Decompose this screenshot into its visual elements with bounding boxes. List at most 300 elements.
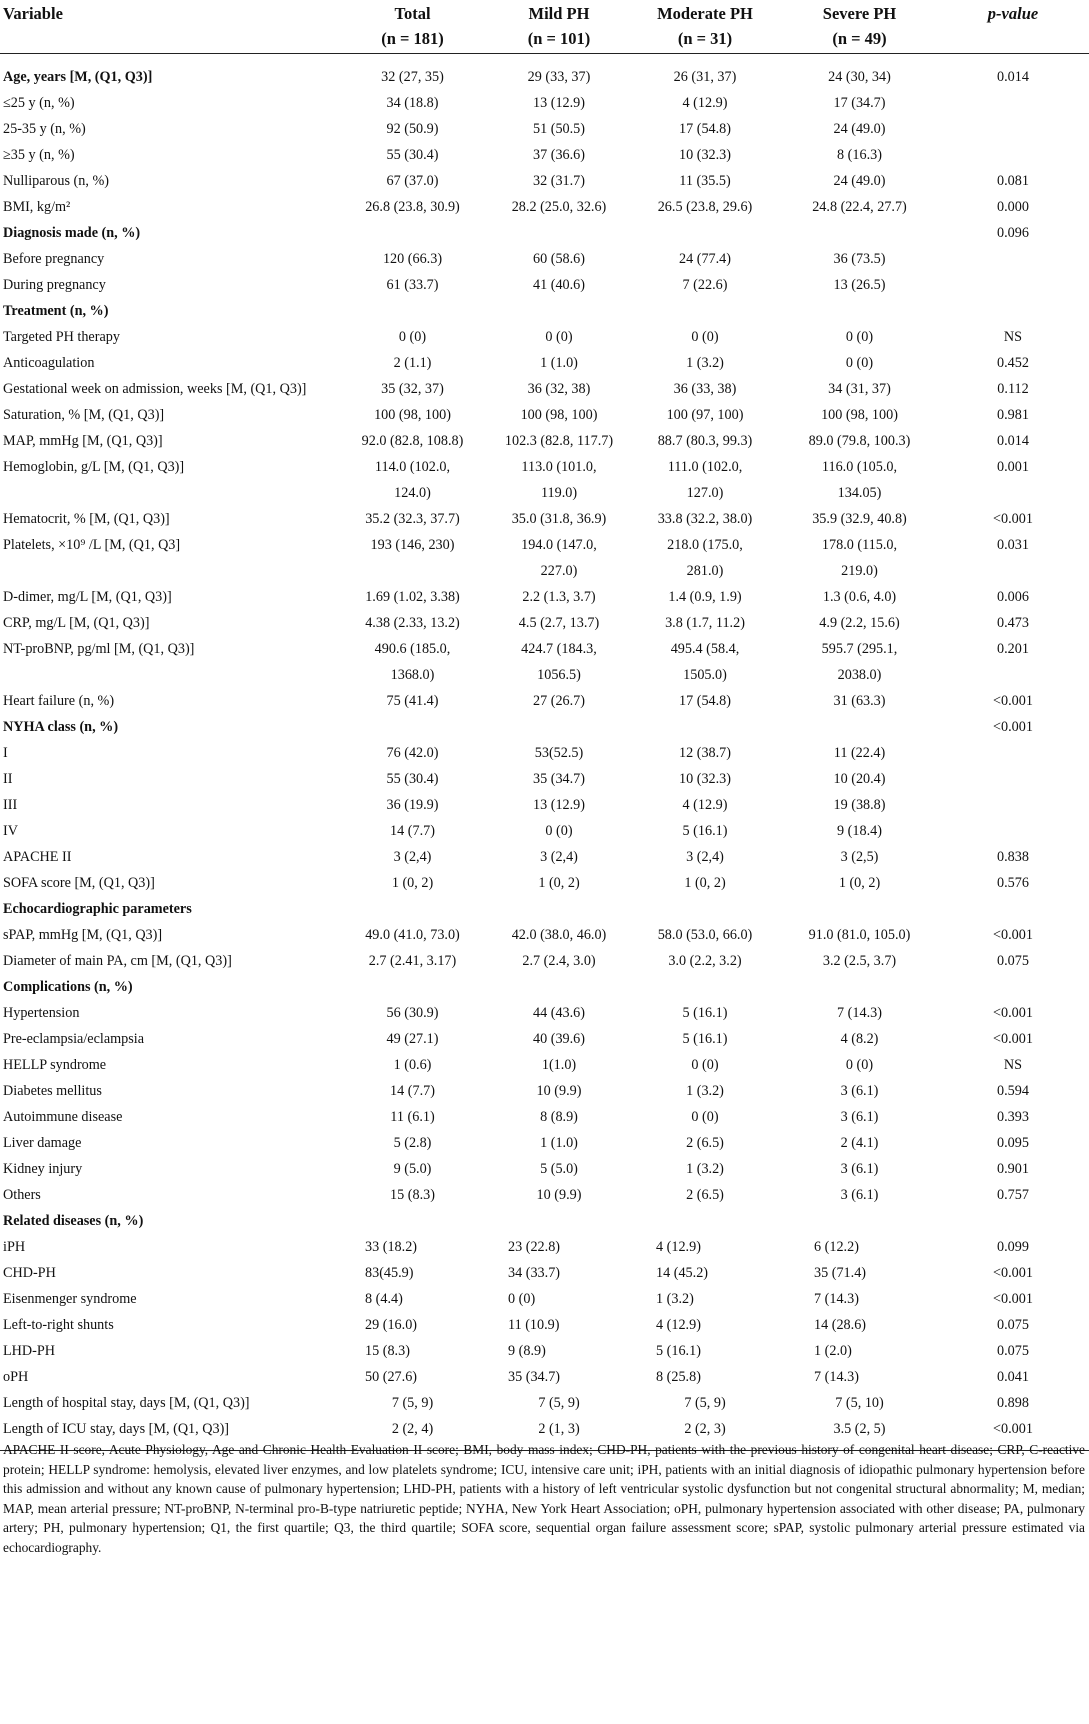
table-row xyxy=(0,740,1089,766)
table-row xyxy=(0,194,1089,220)
table-body xyxy=(0,54,1089,1451)
table-cell: 26.5 (23.8, 29.6) xyxy=(657,199,753,215)
table-cell: NS xyxy=(1003,1057,1023,1073)
table-cell: 595.7 (295.1, xyxy=(821,641,898,657)
table-cell: 13 (12.9) xyxy=(532,797,585,813)
table-cell: 495.4 (58.4, xyxy=(670,641,740,657)
table-cell: 36 (19.9) xyxy=(386,797,439,813)
row-label: 25-35 y (n, %) xyxy=(3,121,86,137)
table-cell: 0.838 xyxy=(997,849,1029,865)
row-label: Treatment (n, %) xyxy=(3,303,109,319)
table-cell: <0.001 xyxy=(993,719,1033,735)
table-cell: 3 (6.1) xyxy=(840,1187,879,1203)
table-cell xyxy=(937,116,1089,142)
table-row xyxy=(0,584,1089,610)
table-row xyxy=(0,1000,1089,1026)
table-cell: 134.05) xyxy=(837,485,882,501)
row-label: CRP, mg/L [M, (Q1, Q3)] xyxy=(3,615,150,631)
table-cell: 60 (58.6) xyxy=(532,251,585,267)
table-cell: 7 (14.3) xyxy=(837,1005,882,1021)
table-row xyxy=(0,1338,1089,1364)
table-cell: 100 (98, 100) xyxy=(821,407,898,423)
table-row xyxy=(0,1078,1089,1104)
table-cell: 83(45.9) xyxy=(365,1265,414,1281)
table-row xyxy=(0,1312,1089,1338)
table-cell xyxy=(628,1208,782,1234)
table-cell: 33.8 (32.2, 38.0) xyxy=(657,511,753,527)
table-cell: 5 (5.0) xyxy=(540,1161,578,1177)
section-row xyxy=(0,974,1089,1000)
table-cell: 67 (37.0) xyxy=(386,173,439,189)
row-label: I xyxy=(3,745,8,761)
table-cell xyxy=(490,298,628,324)
table-cell: 2 (6.5) xyxy=(686,1187,724,1203)
table-cell: 3 (2,4) xyxy=(393,849,432,865)
table-cell: 9 (8.9) xyxy=(508,1343,546,1359)
table-row xyxy=(0,922,1089,948)
section-row xyxy=(0,714,1089,740)
table-row xyxy=(0,870,1089,896)
row-label: Liver damage xyxy=(3,1135,82,1151)
table-cell: <0.001 xyxy=(993,1005,1033,1021)
table-cell: 0.901 xyxy=(997,1161,1029,1177)
row-label: Nulliparous (n, %) xyxy=(3,173,109,189)
table-cell: 24 (30, 34) xyxy=(828,69,891,85)
table-row xyxy=(0,272,1089,298)
row-label: APACHE II xyxy=(3,849,72,865)
table-cell: 1.3 (0.6, 4.0) xyxy=(822,589,897,605)
row-label: Hematocrit, % [M, (Q1, Q3)] xyxy=(3,511,170,527)
table-cell: 49.0 (41.0, 73.0) xyxy=(365,927,460,943)
table-cell: 3 (2,5) xyxy=(840,849,879,865)
column-header-label: Moderate PH xyxy=(657,4,753,23)
section-row xyxy=(0,1208,1089,1234)
table-cell: 15 (8.3) xyxy=(390,1187,435,1203)
column-header-count: (n = 101) xyxy=(527,29,591,48)
row-label: MAP, mmHg [M, (Q1, Q3)] xyxy=(3,433,163,449)
table-cell: 0.452 xyxy=(997,355,1029,371)
row-label: ≤25 y (n, %) xyxy=(3,95,75,111)
table-cell: 127.0) xyxy=(686,485,724,501)
table-cell: 119.0) xyxy=(540,485,578,501)
table-row xyxy=(0,376,1089,402)
table-row xyxy=(0,636,1089,662)
table-cell: 0.006 xyxy=(997,589,1029,605)
table-cell: 0 (0) xyxy=(691,329,719,345)
table-cell: 15 (8.3) xyxy=(365,1343,410,1359)
table-cell xyxy=(937,974,1089,1000)
table-cell: NS xyxy=(1003,329,1023,345)
row-label: BMI, kg/m² xyxy=(3,199,71,215)
section-row xyxy=(0,298,1089,324)
column-header-label: Variable xyxy=(3,4,63,23)
table-cell: 2 (1, 3) xyxy=(538,1421,580,1437)
table-cell: 55 (30.4) xyxy=(386,147,439,163)
table-cell: 2.7 (2.4, 3.0) xyxy=(522,953,596,969)
table-cell: 7 (5, 9) xyxy=(684,1395,726,1411)
table-row xyxy=(0,688,1089,714)
row-label: Saturation, % [M, (Q1, Q3)] xyxy=(3,407,165,423)
table-cell: 1(1.0) xyxy=(541,1057,577,1073)
row-label: Length of hospital stay, days [M, (Q1, Q3)] xyxy=(3,1395,250,1411)
table-cell: 1 (1.0) xyxy=(540,355,578,371)
table-row xyxy=(0,168,1089,194)
row-label xyxy=(0,480,335,506)
table-cell: 4 (12.9) xyxy=(682,797,728,813)
table-cell: 1368.0) xyxy=(390,667,435,683)
section-row xyxy=(0,54,1089,91)
table-cell: 10 (32.3) xyxy=(678,147,731,163)
table-cell: 2.7 (2.41, 3.17) xyxy=(368,953,457,969)
header-row xyxy=(0,0,1089,54)
table-cell: <0.001 xyxy=(993,511,1033,527)
row-label: Gestational week on admission, weeks [M, (Q1, Q3)] xyxy=(3,381,307,397)
table-cell: 4.38 (2.33, 13.2) xyxy=(365,615,460,631)
table-cell xyxy=(782,896,937,922)
table-cell: 1 (0, 2) xyxy=(838,875,881,891)
row-label: Targeted PH therapy xyxy=(3,329,120,345)
row-label: NYHA class (n, %) xyxy=(3,719,119,735)
table-cell: 0.014 xyxy=(997,69,1029,85)
table-row xyxy=(0,506,1089,532)
table-cell: 24 (49.0) xyxy=(833,173,886,189)
table-cell xyxy=(937,480,1089,506)
table-cell: 91.0 (81.0, 105.0) xyxy=(808,927,911,943)
table-cell: <0.001 xyxy=(993,693,1033,709)
row-label: Diagnosis made (n, %) xyxy=(3,225,141,241)
table-cell: 0.393 xyxy=(997,1109,1029,1125)
column-header xyxy=(490,0,628,54)
table-cell: 0.000 xyxy=(997,199,1029,215)
table-cell: 8 (8.9) xyxy=(540,1109,578,1125)
table-cell: 13 (12.9) xyxy=(532,95,585,111)
table-cell xyxy=(335,896,490,922)
table-cell xyxy=(782,1208,937,1234)
table-cell: 5 (2.8) xyxy=(393,1135,432,1151)
table-cell: 35 (71.4) xyxy=(814,1265,867,1281)
row-label: iPH xyxy=(3,1239,26,1255)
table-cell: 0.201 xyxy=(997,641,1029,657)
table-cell xyxy=(782,974,937,1000)
table-cell: 1 (0, 2) xyxy=(391,875,434,891)
table-cell xyxy=(335,974,490,1000)
table-cell: 8 (25.8) xyxy=(656,1369,701,1385)
table-cell xyxy=(490,220,628,246)
row-label: NT-proBNP, pg/ml [M, (Q1, Q3)] xyxy=(3,641,195,657)
table-cell: 31 (63.3) xyxy=(833,693,886,709)
table-cell: 194.0 (147.0, xyxy=(521,537,597,553)
row-label: Length of ICU stay, days [M, (Q1, Q3)] xyxy=(3,1421,230,1437)
table-cell: 227.0) xyxy=(540,563,578,579)
table-cell xyxy=(335,220,490,246)
table-cell: 4 (8.2) xyxy=(840,1031,879,1047)
row-label: Related diseases (n, %) xyxy=(3,1213,144,1229)
table-cell: 0.594 xyxy=(997,1083,1029,1099)
row-label: D-dimer, mg/L [M, (Q1, Q3)] xyxy=(3,589,172,605)
table-cell: 9 (5.0) xyxy=(393,1161,432,1177)
table-cell: 100 (98, 100) xyxy=(374,407,451,423)
table-cell: 29 (33, 37) xyxy=(527,69,591,85)
table-row xyxy=(0,1286,1089,1312)
table-cell: 0.576 xyxy=(997,875,1029,891)
table-cell: 17 (54.8) xyxy=(678,121,731,137)
row-label: CHD-PH xyxy=(3,1265,56,1281)
table-cell: 27 (26.7) xyxy=(532,693,585,709)
continuation-row xyxy=(0,558,1089,584)
table-cell: 6 (12.2) xyxy=(814,1239,859,1255)
table-cell: 113.0 (101.0, xyxy=(521,459,597,475)
column-header-label: Mild PH xyxy=(528,4,590,23)
table-cell: 0.112 xyxy=(997,381,1029,397)
table-cell: 36 (33, 38) xyxy=(673,381,737,397)
table-cell: 34 (33.7) xyxy=(508,1265,561,1281)
table-cell: 7 (5, 9) xyxy=(391,1395,434,1411)
table-cell: <0.001 xyxy=(993,1291,1033,1307)
table-cell xyxy=(937,90,1089,116)
table-cell: 178.0 (115.0, xyxy=(821,537,898,553)
table-header xyxy=(0,0,1089,54)
table-cell: 56 (30.9) xyxy=(386,1005,439,1021)
table-cell: 1 (0, 2) xyxy=(684,875,726,891)
table-cell: 0.014 xyxy=(997,433,1029,449)
table-cell xyxy=(937,246,1089,272)
table-cell: 3.8 (1.7, 11.2) xyxy=(665,615,745,631)
table-cell xyxy=(937,272,1089,298)
table-cell: 4 (12.9) xyxy=(656,1239,701,1255)
table-cell: 11 (22.4) xyxy=(833,745,886,761)
table-cell: 35 (34.7) xyxy=(508,1369,561,1385)
table-cell: 42.0 (38.0, 46.0) xyxy=(511,927,607,943)
table-cell: 5 (16.1) xyxy=(682,1031,728,1047)
table-cell: 2 (4.1) xyxy=(840,1135,879,1151)
table-cell: 0 (0) xyxy=(845,329,874,345)
table-cell: 0 (0) xyxy=(508,1291,536,1307)
table-cell: 4.9 (2.2, 15.6) xyxy=(819,615,900,631)
table-cell: 1.4 (0.9, 1.9) xyxy=(668,589,742,605)
table-cell: 26 (31, 37) xyxy=(673,69,737,85)
table-cell: 1 (2.0) xyxy=(814,1343,852,1359)
table-cell xyxy=(937,142,1089,168)
table-cell: 55 (30.4) xyxy=(386,771,439,787)
table-cell: 0.075 xyxy=(997,1343,1029,1359)
row-label: III xyxy=(3,797,18,813)
table-row xyxy=(0,324,1089,350)
row-label: Others xyxy=(3,1187,41,1203)
table-cell: 10 (9.9) xyxy=(536,1083,582,1099)
table-cell: 11 (35.5) xyxy=(679,173,731,189)
table-cell: 7 (5, 9) xyxy=(538,1395,580,1411)
table-row xyxy=(0,428,1089,454)
table-cell: 0.096 xyxy=(997,225,1029,241)
table-cell: 0.001 xyxy=(997,459,1029,475)
table-cell: 10 (9.9) xyxy=(536,1187,582,1203)
row-label: Kidney injury xyxy=(3,1161,83,1177)
table-cell: 4 (12.9) xyxy=(682,95,728,111)
table-cell: 2.2 (1.3, 3.7) xyxy=(522,589,596,605)
table-cell: 3 (6.1) xyxy=(840,1109,879,1125)
table-row xyxy=(0,532,1089,558)
table-row xyxy=(0,766,1089,792)
table-cell: 34 (31, 37) xyxy=(828,381,891,397)
table-cell xyxy=(628,298,782,324)
table-cell: 490.6 (185.0, xyxy=(374,641,451,657)
table-cell: 0.041 xyxy=(997,1369,1029,1385)
table-cell: 17 (34.7) xyxy=(833,95,886,111)
table-cell: 0.099 xyxy=(997,1239,1029,1255)
column-header xyxy=(0,0,335,54)
table-cell: 41 (40.6) xyxy=(532,277,585,293)
table-cell: 5 (16.1) xyxy=(682,823,728,839)
column-header xyxy=(782,0,937,54)
table-cell: 32 (27, 35) xyxy=(381,69,444,85)
table-cell: 76 (42.0) xyxy=(386,745,439,761)
row-label xyxy=(0,558,335,584)
row-label: II xyxy=(3,771,13,787)
table-cell: 51 (50.5) xyxy=(532,121,585,137)
table-cell: <0.001 xyxy=(993,927,1033,943)
table-cell: 0.473 xyxy=(997,615,1029,631)
row-label: Left-to-right shunts xyxy=(3,1317,114,1333)
table-cell: 100 (98, 100) xyxy=(520,407,598,423)
table-cell: 1 (3.2) xyxy=(656,1291,694,1307)
table-cell: 0.081 xyxy=(997,173,1029,189)
table-cell: 1 (3.2) xyxy=(686,1083,724,1099)
column-header xyxy=(628,0,782,54)
table-cell: 2 (2, 3) xyxy=(684,1421,726,1437)
table-cell: 36 (32, 38) xyxy=(527,381,591,397)
table-cell: 102.3 (82.8, 117.7) xyxy=(504,433,614,449)
row-label: Hypertension xyxy=(3,1005,80,1021)
table-row xyxy=(0,818,1089,844)
row-label: HELLP syndrome xyxy=(3,1057,107,1073)
table-cell xyxy=(937,766,1089,792)
table-cell xyxy=(937,740,1089,766)
table-cell xyxy=(490,896,628,922)
table-cell: 0.095 xyxy=(997,1135,1029,1151)
table-cell: 35.2 (32.3, 37.7) xyxy=(365,511,460,527)
row-label xyxy=(0,662,335,688)
table-cell: 35 (34.7) xyxy=(532,771,585,787)
table-cell: 100 (97, 100) xyxy=(666,407,744,423)
table-cell: 14 (45.2) xyxy=(656,1265,709,1281)
table-cell: 53(52.5) xyxy=(534,745,584,761)
table-row xyxy=(0,142,1089,168)
row-label: Age, years [M, (Q1, Q3)] xyxy=(3,69,153,85)
row-label: Eisenmenger syndrome xyxy=(3,1291,137,1307)
column-header-label: p-value xyxy=(987,4,1039,23)
table-cell xyxy=(628,896,782,922)
table-cell: 37 (36.6) xyxy=(532,147,585,163)
table-cell: 3.2 (2.5, 3.7) xyxy=(822,953,897,969)
table-cell: 124.0) xyxy=(394,485,431,501)
table-cell: 4 (12.9) xyxy=(656,1317,701,1333)
section-row xyxy=(0,896,1089,922)
row-label: Autoimmune disease xyxy=(3,1109,123,1125)
row-label: IV xyxy=(3,823,18,839)
table-cell xyxy=(628,974,782,1000)
table-cell: 92.0 (82.8, 108.8) xyxy=(361,433,464,449)
table-cell: 35.0 (31.8, 36.9) xyxy=(511,511,607,527)
column-header-label: Severe PH xyxy=(822,4,897,23)
table-row xyxy=(0,1364,1089,1390)
table-row xyxy=(0,792,1089,818)
table-cell: 36 (73.5) xyxy=(833,251,886,267)
table-cell xyxy=(490,714,628,740)
table-cell: <0.001 xyxy=(993,1031,1033,1047)
table-cell: 0 (0) xyxy=(691,1109,719,1125)
table-footnote: APACHE II score, Acute Physiology, Age and Chronic Health Evaluation II score; BMI, body mass index; CHD-PH, patients with the previous history of congenital heart disease; CRP, C-reactive protein; HELLP syndrome: hemolysis, elevated liver enzymes, and low platelets syndrome; ICU, intensive care unit; iPH, patients with an initial diagnosis of idiopathic pulmonary hypertension before this admission and without any known cause of pulmonary hypertension; LHD-PH, patients with a history of left ventricular systolic dysfunction but not congenital structural abnormality; M, median; MAP, mean arterial pressure; NT-proBNP, N-terminal pro-B-type natriuretic peptide; NYHA, New York Heart Association; oPH, pulmonary hypertension associated with other disease; PA, pulmonary artery; PH, pulmonary hypertension; Q1, the first quartile; Q3, the third quartile; SOFA score, sequential organ failure assessment score; sPAP, systolic pulmonary arterial pressure estimated via echocardiography. xyxy=(3,1442,1085,1555)
table-row xyxy=(0,1390,1089,1416)
table-row xyxy=(0,1234,1089,1260)
row-label: LHD-PH xyxy=(3,1343,56,1359)
table-cell: <0.001 xyxy=(993,1421,1033,1437)
table-cell: 8 (4.4) xyxy=(365,1291,403,1307)
table-cell xyxy=(490,974,628,1000)
table-cell xyxy=(937,818,1089,844)
table-cell: 1 (3.2) xyxy=(686,1161,724,1177)
table-cell: 11 (10.9) xyxy=(508,1317,560,1333)
table-cell: 58.0 (53.0, 66.0) xyxy=(657,927,753,943)
table-row xyxy=(0,1130,1089,1156)
table-cell: 3 (2,4) xyxy=(686,849,724,865)
table-cell: 0 (0) xyxy=(545,823,573,839)
table-cell: 7 (5, 10) xyxy=(835,1395,884,1411)
table-cell: 5 (16.1) xyxy=(656,1343,701,1359)
table-row xyxy=(0,350,1089,376)
column-header-label: Total xyxy=(394,4,431,23)
row-label: Platelets, ×10⁹ /L [M, (Q1, Q3] xyxy=(3,537,181,553)
table-cell: 5 (16.1) xyxy=(682,1005,728,1021)
table-cell: 2 (6.5) xyxy=(686,1135,724,1151)
table-cell: 120 (66.3) xyxy=(382,251,443,267)
table-cell: 44 (43.6) xyxy=(532,1005,585,1021)
table-cell: 14 (28.6) xyxy=(814,1317,867,1333)
table-cell: 3.5 (2, 5) xyxy=(833,1421,886,1437)
table-cell xyxy=(490,1208,628,1234)
table-cell: 7 (14.3) xyxy=(814,1369,859,1385)
table-cell xyxy=(937,558,1089,584)
table-row xyxy=(0,948,1089,974)
table-cell: 7 (22.6) xyxy=(682,277,728,293)
table-cell: 9 (18.4) xyxy=(837,823,882,839)
table-cell: <0.001 xyxy=(993,1265,1033,1281)
table-cell: 3 (6.1) xyxy=(840,1161,879,1177)
continuation-row xyxy=(0,480,1089,506)
table-row xyxy=(0,1156,1089,1182)
table-cell xyxy=(782,714,937,740)
table-cell: 1 (0.6) xyxy=(393,1057,432,1073)
row-label: During pregnancy xyxy=(3,277,106,293)
column-header xyxy=(937,0,1089,54)
table-cell: 193 (146, 230) xyxy=(370,537,455,553)
table-cell: 1.69 (1.02, 3.38) xyxy=(365,589,460,605)
table-cell: 24.8 (22.4, 27.7) xyxy=(812,199,907,215)
table-cell xyxy=(335,298,490,324)
table-cell xyxy=(937,896,1089,922)
row-label: SOFA score [M, (Q1, Q3)] xyxy=(3,875,155,891)
table-cell: 114.0 (102.0, xyxy=(374,459,451,475)
table-row xyxy=(0,1052,1089,1078)
table-cell xyxy=(782,220,937,246)
table-cell: 0 (0) xyxy=(398,329,427,345)
table-row xyxy=(0,1104,1089,1130)
table-cell xyxy=(335,714,490,740)
table-cell: 8 (16.3) xyxy=(837,147,882,163)
table-cell: 89.0 (79.8, 100.3) xyxy=(808,433,911,449)
column-header-count: (n = 49) xyxy=(832,29,887,48)
table-cell xyxy=(335,558,490,584)
table-cell: 1 (3.2) xyxy=(686,355,724,371)
